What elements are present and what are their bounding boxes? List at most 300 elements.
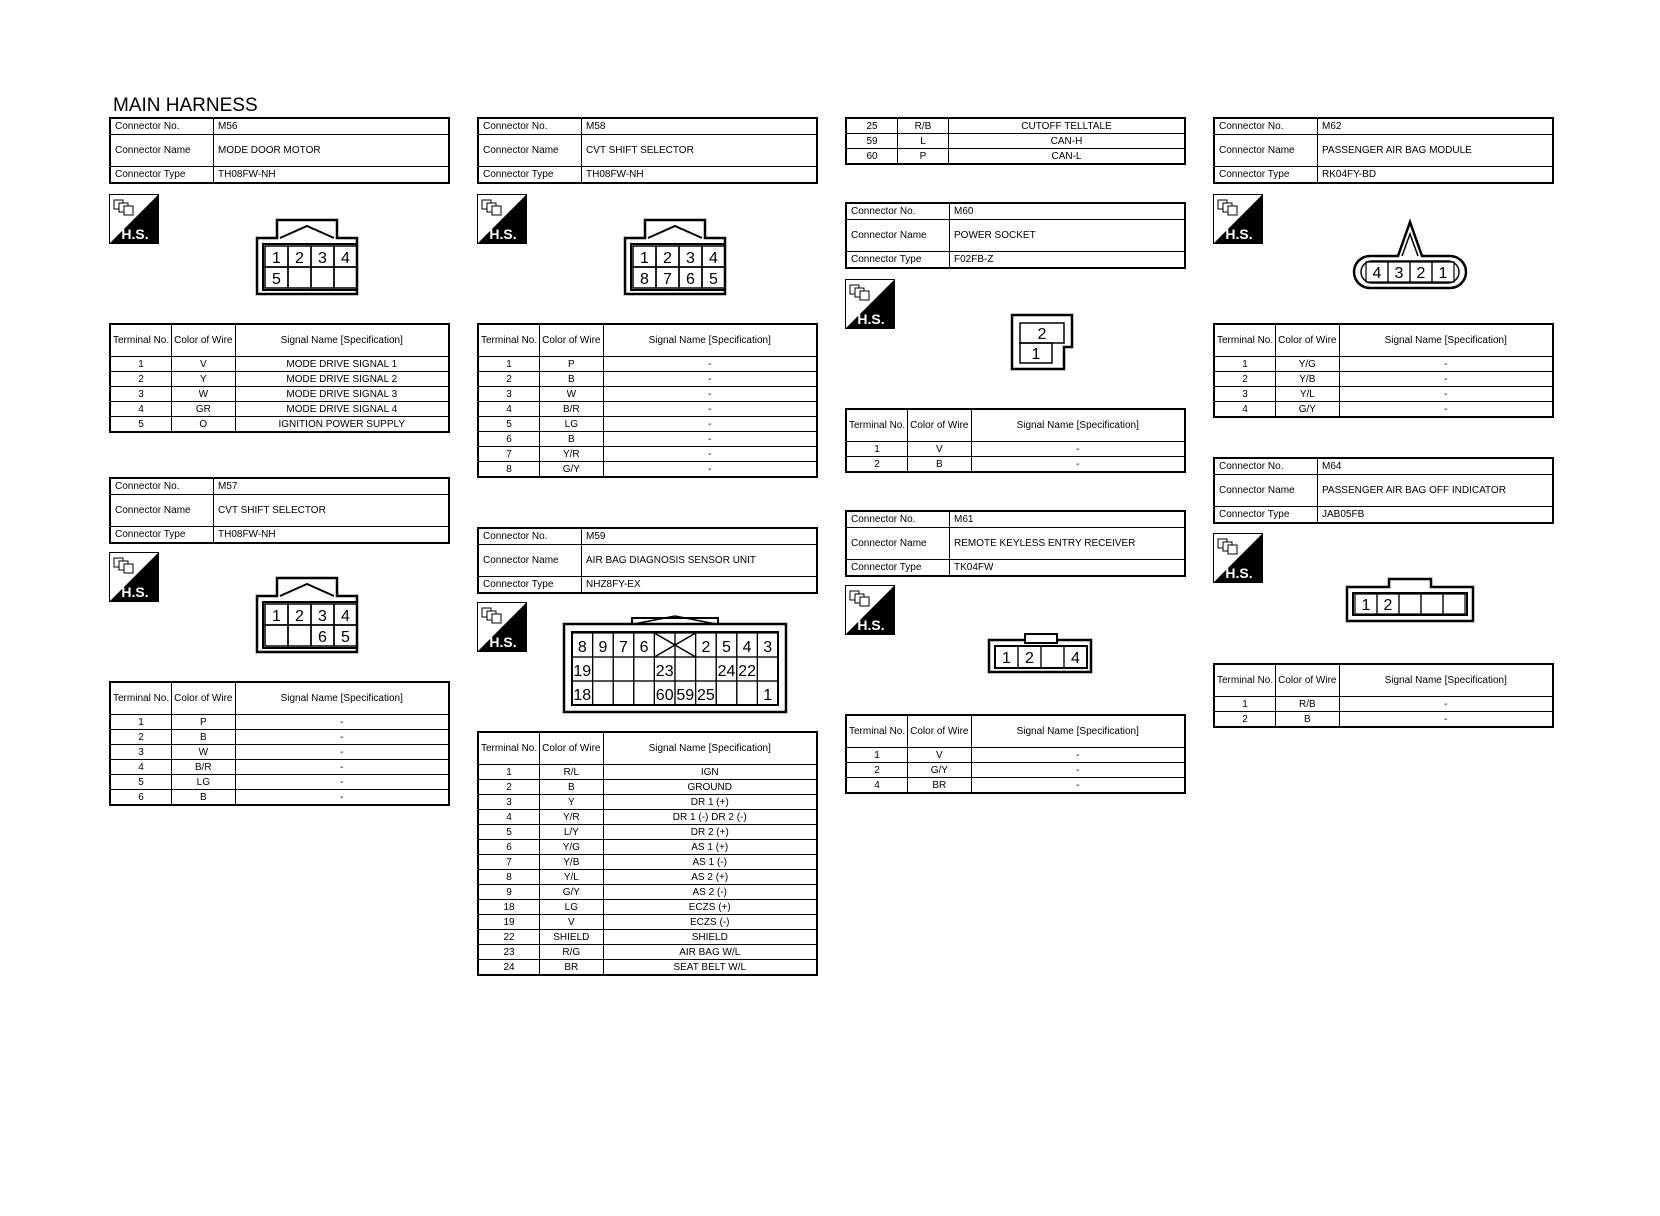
pin-number: 7 <box>619 639 628 656</box>
hs-label: H.S. <box>489 226 517 242</box>
terminal-no-cell: 2 <box>1214 372 1276 387</box>
terminal-no-cell: 18 <box>478 900 540 915</box>
wire-color-cell: B <box>172 730 235 745</box>
pin-number: 1 <box>1031 346 1041 363</box>
wire-color-cell: R/B <box>898 118 949 134</box>
connector-no-label: Connector No. <box>1214 118 1318 135</box>
signal-name-cell: - <box>235 730 449 745</box>
table-row <box>846 457 1185 473</box>
signal-name-cell: CAN-H <box>949 134 1186 149</box>
pin-number: 8 <box>577 639 587 656</box>
table-row <box>110 730 449 745</box>
table-row <box>846 442 1185 457</box>
wire-color-cell: LG <box>540 900 603 915</box>
connector-type-label: Connector Type <box>110 167 214 184</box>
connector-no-label: Connector No. <box>1214 458 1318 475</box>
wire-color-cell: P <box>898 149 949 165</box>
connector-diagram-m62 <box>1350 220 1470 290</box>
signal-name-cell: - <box>235 790 449 806</box>
terminal-no-cell: 5 <box>478 825 540 840</box>
color-of-wire-header: Color of Wire <box>172 682 235 715</box>
connector-type-label: Connector Type <box>846 560 950 577</box>
signal-name-cell: MODE DRIVE SIGNAL 4 <box>235 402 449 417</box>
hs-label: H.S. <box>857 311 885 327</box>
connector-diagram-m57 <box>252 576 362 656</box>
connector-info-m56 <box>109 117 450 184</box>
signal-name-cell: MODE DRIVE SIGNAL 3 <box>235 387 449 402</box>
signal-name-cell: ECZS (+) <box>603 900 817 915</box>
connector-info-m60 <box>845 202 1186 269</box>
wire-color-cell: W <box>172 387 235 402</box>
table-row <box>1214 402 1553 418</box>
signal-name-cell: - <box>603 357 817 372</box>
wire-color-cell: Y/B <box>540 855 603 870</box>
signal-name-cell: AS 2 (-) <box>603 885 817 900</box>
terminal-no-header: Terminal No. <box>846 715 908 748</box>
connector-no-value: M58 <box>582 118 818 135</box>
terminal-no-cell: 59 <box>846 134 898 149</box>
terminal-no-cell: 5 <box>110 417 172 433</box>
table-row <box>478 462 817 478</box>
pin-number: 23 <box>655 663 674 680</box>
terminal-no-header: Terminal No. <box>1214 324 1276 357</box>
pin-number: 2 <box>701 639 711 656</box>
terminal-no-cell: 1 <box>110 357 172 372</box>
connector-type-label: Connector Type <box>478 167 582 184</box>
table-row <box>846 778 1185 794</box>
table-row <box>478 765 817 780</box>
table-row <box>110 357 449 372</box>
connector-diagram-m56 <box>252 218 362 298</box>
terminal-table-m56 <box>109 323 450 433</box>
connector-no-label: Connector No. <box>110 478 214 495</box>
table-row <box>478 870 817 885</box>
wire-color-cell: Y/L <box>1276 387 1339 402</box>
connector-no-label: Connector No. <box>478 528 582 545</box>
harness-side-icon <box>477 194 527 244</box>
connector-type-label: Connector Type <box>478 577 582 594</box>
pin-number: 2 <box>663 250 672 267</box>
terminal-no-header: Terminal No. <box>846 409 908 442</box>
connector-info-m61 <box>845 510 1186 577</box>
connector-type-label: Connector Type <box>1214 507 1318 524</box>
signal-name-cell: - <box>603 387 817 402</box>
terminal-no-cell: 2 <box>478 372 540 387</box>
wire-color-cell: B <box>1276 712 1339 728</box>
signal-name-cell: MODE DRIVE SIGNAL 1 <box>235 357 449 372</box>
table-row <box>478 810 817 825</box>
signal-name-cell: - <box>1339 712 1553 728</box>
pin-number: 19 <box>573 663 592 680</box>
harness-side-icon <box>477 602 527 652</box>
pin-number: 9 <box>598 639 608 656</box>
signal-name-cell: - <box>971 763 1185 778</box>
signal-name-cell: - <box>1339 402 1553 418</box>
pin-number: 1 <box>272 608 281 625</box>
terminal-no-cell: 6 <box>478 840 540 855</box>
table-row <box>110 417 449 433</box>
connector-name-value: PASSENGER AIR BAG OFF INDICATOR <box>1318 475 1554 507</box>
signal-name-cell: - <box>971 778 1185 794</box>
pin-number: 3 <box>763 639 773 656</box>
pin-number: 1 <box>272 250 281 267</box>
signal-name-cell: DR 1 (-) DR 2 (-) <box>603 810 817 825</box>
connector-name-value: REMOTE KEYLESS ENTRY RECEIVER <box>950 528 1186 560</box>
table-row <box>1214 697 1553 712</box>
connector-name-label: Connector Name <box>478 135 582 167</box>
table-row <box>110 790 449 806</box>
signal-name-cell: - <box>235 760 449 775</box>
color-of-wire-header: Color of Wire <box>172 324 235 357</box>
table-row <box>478 780 817 795</box>
wire-color-cell: BR <box>908 778 971 794</box>
terminal-table-m59 <box>477 731 818 976</box>
connector-no-label: Connector No. <box>846 203 950 220</box>
wire-color-cell: Y <box>172 372 235 387</box>
terminal-no-cell: 4 <box>110 760 172 775</box>
terminal-no-cell: 3 <box>1214 387 1276 402</box>
wire-color-cell: V <box>908 748 971 763</box>
terminal-no-header: Terminal No. <box>1214 664 1276 697</box>
terminal-no-cell: 2 <box>478 780 540 795</box>
connector-diagram-m61 <box>987 632 1093 674</box>
wire-color-cell: V <box>908 442 971 457</box>
terminal-no-cell: 1 <box>478 357 540 372</box>
terminal-no-header: Terminal No. <box>110 324 172 357</box>
connector-no-value: M60 <box>950 203 1186 220</box>
terminal-no-cell: 2 <box>110 730 172 745</box>
signal-name-cell: MODE DRIVE SIGNAL 2 <box>235 372 449 387</box>
pin-number: 3 <box>686 250 695 267</box>
pin-number: 59 <box>676 687 695 704</box>
table-row <box>846 763 1185 778</box>
terminal-table-m61 <box>845 714 1186 794</box>
table-row <box>478 825 817 840</box>
signal-name-cell: - <box>971 442 1185 457</box>
pin-number: 1 <box>763 687 773 704</box>
signal-name-cell: SEAT BELT W/L <box>603 960 817 976</box>
wire-color-cell: GR <box>172 402 235 417</box>
signal-name-header: Signal Name [Specification] <box>603 324 817 357</box>
wire-color-cell: Y/G <box>1276 357 1339 372</box>
pin-number: 24 <box>717 663 736 680</box>
terminal-no-cell: 19 <box>478 915 540 930</box>
table-row <box>110 745 449 760</box>
terminal-no-cell: 23 <box>478 945 540 960</box>
signal-name-cell: CUTOFF TELLTALE <box>949 118 1186 134</box>
signal-name-cell: - <box>603 462 817 478</box>
harness-side-icon <box>1213 533 1263 583</box>
table-row <box>478 930 817 945</box>
connector-name-label: Connector Name <box>478 545 582 577</box>
pin-number: 18 <box>573 687 592 704</box>
table-row <box>110 372 449 387</box>
signal-name-cell: - <box>603 402 817 417</box>
table-row <box>1214 712 1553 728</box>
signal-name-header: Signal Name [Specification] <box>603 732 817 765</box>
hs-label: H.S. <box>121 226 149 242</box>
connector-name-label: Connector Name <box>1214 475 1318 507</box>
harness-side-icon <box>109 552 159 602</box>
connector-info-m57 <box>109 477 450 544</box>
table-row <box>110 775 449 790</box>
signal-name-header: Signal Name [Specification] <box>235 682 449 715</box>
table-row <box>846 149 1185 165</box>
signal-name-cell: IGN <box>603 765 817 780</box>
connector-name-value: PASSENGER AIR BAG MODULE <box>1318 135 1554 167</box>
wire-color-cell: B/R <box>172 760 235 775</box>
terminal-no-cell: 25 <box>846 118 898 134</box>
wire-color-cell: P <box>540 357 603 372</box>
color-of-wire-header: Color of Wire <box>540 732 603 765</box>
wire-color-cell: R/L <box>540 765 603 780</box>
connector-no-value: M59 <box>582 528 818 545</box>
signal-name-cell: GROUND <box>603 780 817 795</box>
pin-number: 1 <box>1361 597 1371 614</box>
table-row <box>110 715 449 730</box>
wire-color-cell: SHIELD <box>540 930 603 945</box>
connector-name-value: CVT SHIFT SELECTOR <box>214 495 450 527</box>
harness-side-icon <box>845 279 895 329</box>
terminal-no-cell: 9 <box>478 885 540 900</box>
terminal-no-cell: 5 <box>478 417 540 432</box>
table-row <box>110 387 449 402</box>
terminal-no-cell: 1 <box>478 765 540 780</box>
terminal-no-cell: 4 <box>110 402 172 417</box>
signal-name-cell: - <box>603 372 817 387</box>
signal-name-cell: - <box>971 748 1185 763</box>
table-row <box>478 915 817 930</box>
connector-name-value: CVT SHIFT SELECTOR <box>582 135 818 167</box>
terminal-no-cell: 7 <box>478 447 540 462</box>
signal-name-cell: AIR BAG W/L <box>603 945 817 960</box>
terminal-no-cell: 4 <box>478 810 540 825</box>
pin-number: 3 <box>1394 265 1404 282</box>
terminal-table-m60 <box>845 408 1186 473</box>
terminal-no-cell: 7 <box>478 855 540 870</box>
signal-name-header: Signal Name [Specification] <box>971 409 1185 442</box>
pin-number: 5 <box>709 271 718 288</box>
signal-name-cell: - <box>1339 387 1553 402</box>
hs-label: H.S. <box>489 634 517 650</box>
wire-color-cell: L/Y <box>540 825 603 840</box>
terminal-no-cell: 6 <box>110 790 172 806</box>
wire-color-cell: W <box>172 745 235 760</box>
terminal-no-cell: 5 <box>110 775 172 790</box>
terminal-no-cell: 8 <box>478 462 540 478</box>
table-row <box>846 748 1185 763</box>
wire-color-cell: Y/R <box>540 447 603 462</box>
hs-label: H.S. <box>1225 226 1253 242</box>
table-row <box>478 795 817 810</box>
wire-color-cell: LG <box>540 417 603 432</box>
connector-no-label: Connector No. <box>110 118 214 135</box>
signal-name-cell: DR 1 (+) <box>603 795 817 810</box>
terminal-no-cell: 2 <box>846 763 908 778</box>
table-row <box>846 134 1185 149</box>
connector-info-m64 <box>1213 457 1554 524</box>
wire-color-cell: Y <box>540 795 603 810</box>
wire-color-cell: Y/R <box>540 810 603 825</box>
wire-color-cell: Y/G <box>540 840 603 855</box>
signal-name-cell: - <box>603 447 817 462</box>
wire-color-cell: W <box>540 387 603 402</box>
signal-name-cell: - <box>235 775 449 790</box>
terminal-no-header: Terminal No. <box>478 732 540 765</box>
connector-info-m59 <box>477 527 818 594</box>
connector-type-value: NHZ8FY-EX <box>582 577 818 594</box>
terminal-no-cell: 1 <box>846 442 908 457</box>
wire-color-cell: B <box>172 790 235 806</box>
table-row <box>478 372 817 387</box>
terminal-no-cell: 3 <box>110 387 172 402</box>
connector-type-value: RK04FY-BD <box>1318 167 1554 184</box>
wire-color-cell: V <box>172 357 235 372</box>
wire-color-cell: Y/B <box>1276 372 1339 387</box>
connector-diagram-m59 <box>562 614 788 714</box>
connector-type-value: JAB05FB <box>1318 507 1554 524</box>
terminal-no-cell: 2 <box>110 372 172 387</box>
signal-name-header: Signal Name [Specification] <box>235 324 449 357</box>
pin-number: 4 <box>709 250 718 267</box>
table-row <box>478 945 817 960</box>
wire-color-cell: B/R <box>540 402 603 417</box>
wire-color-cell: G/Y <box>908 763 971 778</box>
pin-number: 2 <box>1383 597 1393 614</box>
connector-type-label: Connector Type <box>1214 167 1318 184</box>
color-of-wire-header: Color of Wire <box>540 324 603 357</box>
connector-no-value: M61 <box>950 511 1186 528</box>
wire-color-cell: P <box>172 715 235 730</box>
pin-number: 8 <box>640 271 649 288</box>
terminal-table-m62 <box>1213 323 1554 418</box>
terminal-no-cell: 4 <box>1214 402 1276 418</box>
table-row <box>478 840 817 855</box>
signal-name-cell: - <box>603 432 817 447</box>
pin-number: 4 <box>341 608 350 625</box>
connector-name-label: Connector Name <box>846 528 950 560</box>
signal-name-cell: - <box>1339 372 1553 387</box>
color-of-wire-header: Color of Wire <box>1276 324 1339 357</box>
table-row <box>478 900 817 915</box>
terminal-no-cell: 4 <box>846 778 908 794</box>
signal-name-cell: ECZS (-) <box>603 915 817 930</box>
terminal-no-cell: 8 <box>478 870 540 885</box>
signal-name-header: Signal Name [Specification] <box>1339 324 1553 357</box>
pin-number: 6 <box>318 629 327 646</box>
table-row <box>478 402 817 417</box>
color-of-wire-header: Color of Wire <box>908 715 971 748</box>
wire-color-cell: LG <box>172 775 235 790</box>
pin-number: 5 <box>272 271 281 288</box>
wire-color-cell: G/Y <box>540 885 603 900</box>
pin-number: 1 <box>640 250 649 267</box>
connector-diagram-m64 <box>1345 577 1475 623</box>
terminal-no-header: Terminal No. <box>478 324 540 357</box>
connector-name-label: Connector Name <box>110 495 214 527</box>
pin-number: 6 <box>686 271 695 288</box>
table-row <box>1214 387 1553 402</box>
pin-number: 60 <box>655 687 674 704</box>
signal-name-cell: IGNITION POWER SUPPLY <box>235 417 449 433</box>
terminal-table-m58 <box>477 323 818 478</box>
pin-number: 2 <box>1416 265 1426 282</box>
connector-name-label: Connector Name <box>1214 135 1318 167</box>
table-row <box>1214 357 1553 372</box>
connector-info-m58 <box>477 117 818 184</box>
pin-number: 5 <box>722 639 731 656</box>
connector-name-value: MODE DOOR MOTOR <box>214 135 450 167</box>
terminal-no-cell: 1 <box>110 715 172 730</box>
connector-type-value: TH08FW-NH <box>214 167 450 184</box>
color-of-wire-header: Color of Wire <box>908 409 971 442</box>
wire-color-cell: O <box>172 417 235 433</box>
connector-type-label: Connector Type <box>846 252 950 269</box>
connector-info-m62 <box>1213 117 1554 184</box>
terminal-no-cell: 60 <box>846 149 898 165</box>
pin-number: 2 <box>295 608 304 625</box>
terminal-no-cell: 4 <box>478 402 540 417</box>
harness-side-icon <box>1213 194 1263 244</box>
wire-color-cell: R/B <box>1276 697 1339 712</box>
terminal-no-cell: 22 <box>478 930 540 945</box>
signal-name-cell: - <box>235 745 449 760</box>
signal-name-header: Signal Name [Specification] <box>971 715 1185 748</box>
wire-color-cell: Y/L <box>540 870 603 885</box>
pin-number: 4 <box>341 250 350 267</box>
harness-side-icon <box>109 194 159 244</box>
wire-color-cell: R/G <box>540 945 603 960</box>
connector-type-value: F02FB-Z <box>950 252 1186 269</box>
table-row <box>1214 372 1553 387</box>
pin-number: 22 <box>738 663 756 680</box>
terminal-no-cell: 2 <box>846 457 908 473</box>
signal-name-cell: - <box>603 417 817 432</box>
connector-name-label: Connector Name <box>110 135 214 167</box>
connector-no-value: M62 <box>1318 118 1554 135</box>
table-row <box>478 417 817 432</box>
connector-no-label: Connector No. <box>846 511 950 528</box>
connector-no-value: M56 <box>214 118 450 135</box>
connector-diagram-m58 <box>620 218 730 298</box>
color-of-wire-header: Color of Wire <box>1276 664 1339 697</box>
signal-name-cell: DR 2 (+) <box>603 825 817 840</box>
signal-name-cell: - <box>1339 697 1553 712</box>
signal-name-cell: CAN-L <box>949 149 1186 165</box>
terminal-no-cell: 2 <box>1214 712 1276 728</box>
terminal-no-cell: 24 <box>478 960 540 976</box>
hs-label: H.S. <box>1225 565 1253 581</box>
signal-name-cell: SHIELD <box>603 930 817 945</box>
connector-no-value: M57 <box>214 478 450 495</box>
table-row <box>110 760 449 775</box>
wire-color-cell: B <box>540 780 603 795</box>
signal-name-cell: AS 1 (-) <box>603 855 817 870</box>
table-row <box>478 960 817 976</box>
wire-color-cell: BR <box>540 960 603 976</box>
connector-type-value: TH08FW-NH <box>214 527 450 544</box>
wire-color-cell: B <box>540 372 603 387</box>
connector-name-label: Connector Name <box>846 220 950 252</box>
table-row <box>478 432 817 447</box>
harness-side-icon <box>845 585 895 635</box>
table-row <box>478 387 817 402</box>
connector-type-value: TK04FW <box>950 560 1186 577</box>
connector-no-value: M64 <box>1318 458 1554 475</box>
wire-color-cell: V <box>540 915 603 930</box>
pin-number: 4 <box>1071 650 1080 667</box>
terminal-table-m57 <box>109 681 450 806</box>
